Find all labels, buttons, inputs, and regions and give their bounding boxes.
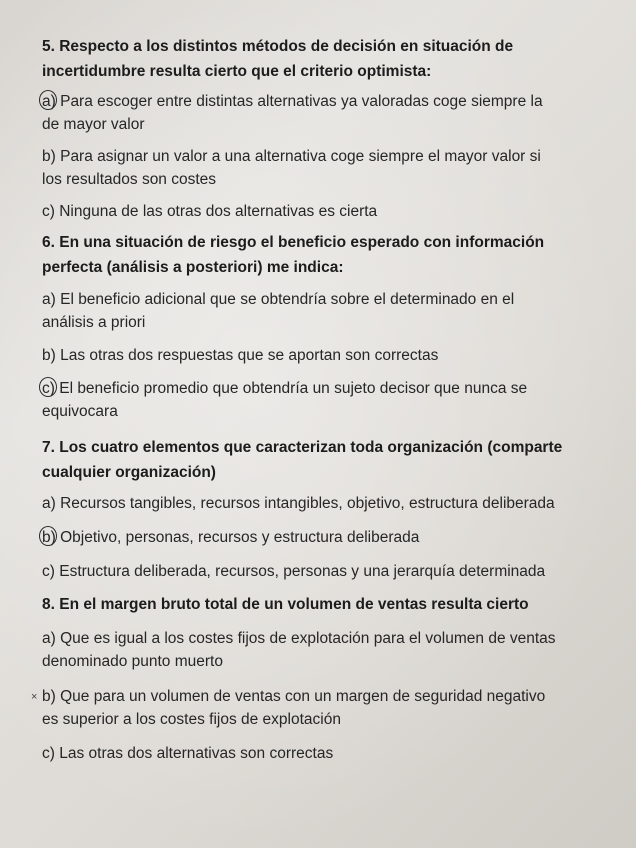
question-7-option-b-line-1: Objetivo, personas, recursos y estructura deliberada bbox=[55, 529, 420, 546]
question-6-option-c bbox=[42, 377, 602, 423]
question-6-option-c-line-2: equivocara bbox=[42, 403, 118, 420]
question-5-option-a bbox=[42, 90, 602, 136]
question-7-option-a bbox=[42, 492, 602, 515]
question-8-option-b bbox=[42, 685, 602, 731]
question-6-option-a-letter: a) bbox=[42, 291, 56, 308]
question-5-option-a-line-1: Para escoger entre distintas alternativas ya valoradas coge siempre la bbox=[55, 93, 543, 110]
question-8-option-b-line-2: es superior a los costes fijos de explotación bbox=[42, 711, 341, 728]
question-6-title bbox=[42, 230, 602, 280]
question-5-option-c-line-1: Ninguna de las otras dos alternativas es cierta bbox=[54, 203, 378, 220]
question-5-option-a-line-2: de mayor valor bbox=[42, 116, 145, 133]
question-5-option-c bbox=[42, 200, 602, 223]
question-6-option-c-letter-circled: c) bbox=[42, 377, 55, 400]
question-5-title-line-1: 5. Respecto a los distintos métodos de decisión en situación de bbox=[42, 38, 514, 55]
question-8-option-c-letter: c) bbox=[42, 745, 55, 762]
question-6-option-a-line-1: El beneficio adicional que se obtendría sobre el determinado en el bbox=[55, 291, 515, 308]
question-8-title bbox=[42, 592, 602, 617]
question-7-title-line-1: 7. Los cuatro elementos que caracterizan toda organización (comparte bbox=[42, 439, 563, 456]
question-5-title-line-2: incertidumbre resulta cierto que el criterio optimista: bbox=[42, 63, 432, 80]
question-6-option-a-line-2: análisis a priori bbox=[42, 314, 146, 331]
question-5-title bbox=[42, 34, 602, 84]
question-6-option-a bbox=[42, 288, 602, 334]
cross-mark-icon: × bbox=[31, 691, 38, 703]
question-7-option-c bbox=[42, 560, 602, 583]
question-6-option-b bbox=[42, 344, 602, 367]
question-8-option-b-line-1: Que para un volumen de ventas con un margen de seguridad negativo bbox=[55, 688, 546, 705]
question-5-option-b-line-1: Para asignar un valor a una alternativa coge siempre el mayor valor si bbox=[55, 148, 541, 165]
question-5-option-a-letter-circled: a) bbox=[42, 90, 56, 113]
question-7-option-c-line-1: Estructura deliberada, recursos, personas y una jerarquía determinada bbox=[54, 563, 546, 580]
question-8-title-line-1: 8. En el margen bruto total de un volumen de ventas resulta cierto bbox=[42, 596, 529, 613]
question-8-option-a-letter: a) bbox=[42, 630, 56, 647]
question-5-option-c-letter: c) bbox=[42, 203, 55, 220]
question-8-option-a-line-2: denominado punto muerto bbox=[42, 653, 223, 670]
question-7-option-a-letter: a) bbox=[42, 495, 56, 512]
question-6-option-b-line-1: Las otras dos respuestas que se aportan son correctas bbox=[55, 347, 439, 364]
question-8-option-a-line-1: Que es igual a los costes fijos de explotación para el volumen de ventas bbox=[55, 630, 556, 647]
question-6-title-line-1: 6. En una situación de riesgo el beneficio esperado con información bbox=[42, 234, 545, 251]
question-7-option-b-letter-circled: b) bbox=[42, 526, 56, 549]
question-7-option-b bbox=[42, 526, 602, 549]
question-5-option-b-line-2: los resultados son costes bbox=[42, 171, 217, 188]
question-8-option-b-letter: b) bbox=[42, 688, 56, 705]
question-7-title bbox=[42, 435, 602, 485]
question-5-option-b-letter: b) bbox=[42, 148, 56, 165]
question-6-title-line-2: perfecta (análisis a posteriori) me indica: bbox=[42, 259, 344, 276]
question-7-title-line-2: cualquier organización) bbox=[42, 464, 216, 481]
question-5-option-b bbox=[42, 145, 602, 191]
question-8-option-c-line-1: Las otras dos alternativas son correctas bbox=[54, 745, 334, 762]
question-8-option-c bbox=[42, 742, 602, 765]
question-7-option-a-line-1: Recursos tangibles, recursos intangibles, objetivo, estructura deliberada bbox=[55, 495, 555, 512]
question-6-option-c-line-1: El beneficio promedio que obtendría un sujeto decisor que nunca se bbox=[54, 380, 528, 397]
question-6-option-b-letter: b) bbox=[42, 347, 56, 364]
question-7-option-c-letter: c) bbox=[42, 563, 55, 580]
question-8-option-a bbox=[42, 627, 602, 673]
